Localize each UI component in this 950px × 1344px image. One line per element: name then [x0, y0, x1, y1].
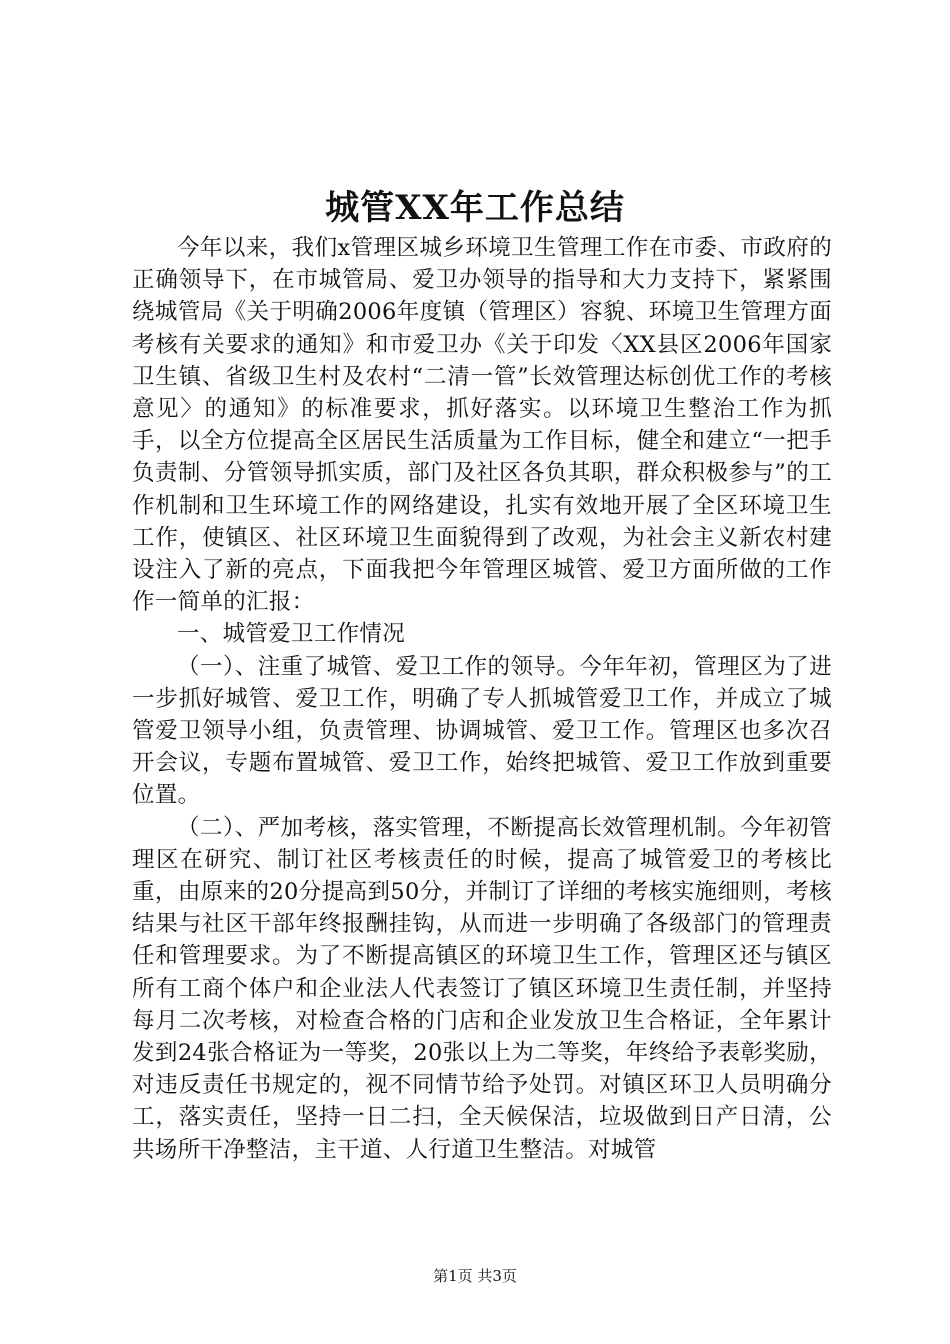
document-body — [132, 232, 832, 1166]
section-heading: 一、城管爱卫工作情况 — [177, 621, 406, 648]
page-number-footer: 第1页 共3页 — [433, 1267, 517, 1285]
paragraph-assessment: （二）、严加考核，落实管理，不断提高长效管理机制。今年初管理区在研究、制订社区考核责任的时候，提高了城管爱卫的考核比重，由原来的20分提高到50分，并制订了详细的考核实施细则，考核结果与社区干部年终报酬挂钩，从而进一步明确了各级部门的管理责任和管理要求。为了不断提高镇区的环境卫生工作，管理区还与镇区所有工商个体户和企业法人代表签订了镇区环境卫生责任制，并坚持每月二次考核，对检查合格的门店和企业发放卫生合格证，全年累计发到24张合格证为一等奖，20张以上为二等奖，年终给予表彰奖励，对违反责任书规定的，视不同情节给予处罚。对镇区环卫人员明确分工，落实责任，坚持一日二扫，全天候保洁，垃圾做到日产日清，公共场所干净整洁，主干道、人行道卫生整洁。对城管 — [132, 814, 832, 1163]
paragraph-leadership: （一）、注重了城管、爱卫工作的领导。今年年初，管理区为了进一步抓好城管、爱卫工作，明确了专人抓城管爱卫工作，并成立了城管爱卫领导小组，负责管理、协调城管、爱卫工作。管理区也多次召开会议，专题布置城管、爱卫工作，始终把城管、爱卫工作放到重要位置。 — [132, 653, 832, 809]
document-title: 城管XX年工作总结 — [325, 188, 625, 228]
paragraph-intro: 今年以来，我们x管理区城乡环境卫生管理工作在市委、市政府的正确领导下，在市城管局、爱卫办领导的指导和大力支持下，紧紧围绕城管局《关于明确2006年度镇（管理区）容貌、环境卫生管理方面考核有关要求的通知》和市爱卫办《关于印发〈XX县区2006年国家卫生镇、省级卫生村及农村“二清一管”长效管理达标创优工作的考核意见〉的通知》的标准要求，抓好落实。以环境卫生整治工作为抓手，以全方位提高全区居民生活质量为工作目标，健全和建立“一把手负责制、分管领导抓实质，部门及社区各负其职，群众积极参与”的工作机制和卫生环境工作的网络建设，扎实有效地开展了全区环境卫生工作，使镇区、社区环境卫生面貌得到了改观，为社会主义新农村建设注入了新的亮点，下面我把今年管理区城管、爱卫方面所做的工作作一简单的汇报： — [132, 235, 832, 616]
